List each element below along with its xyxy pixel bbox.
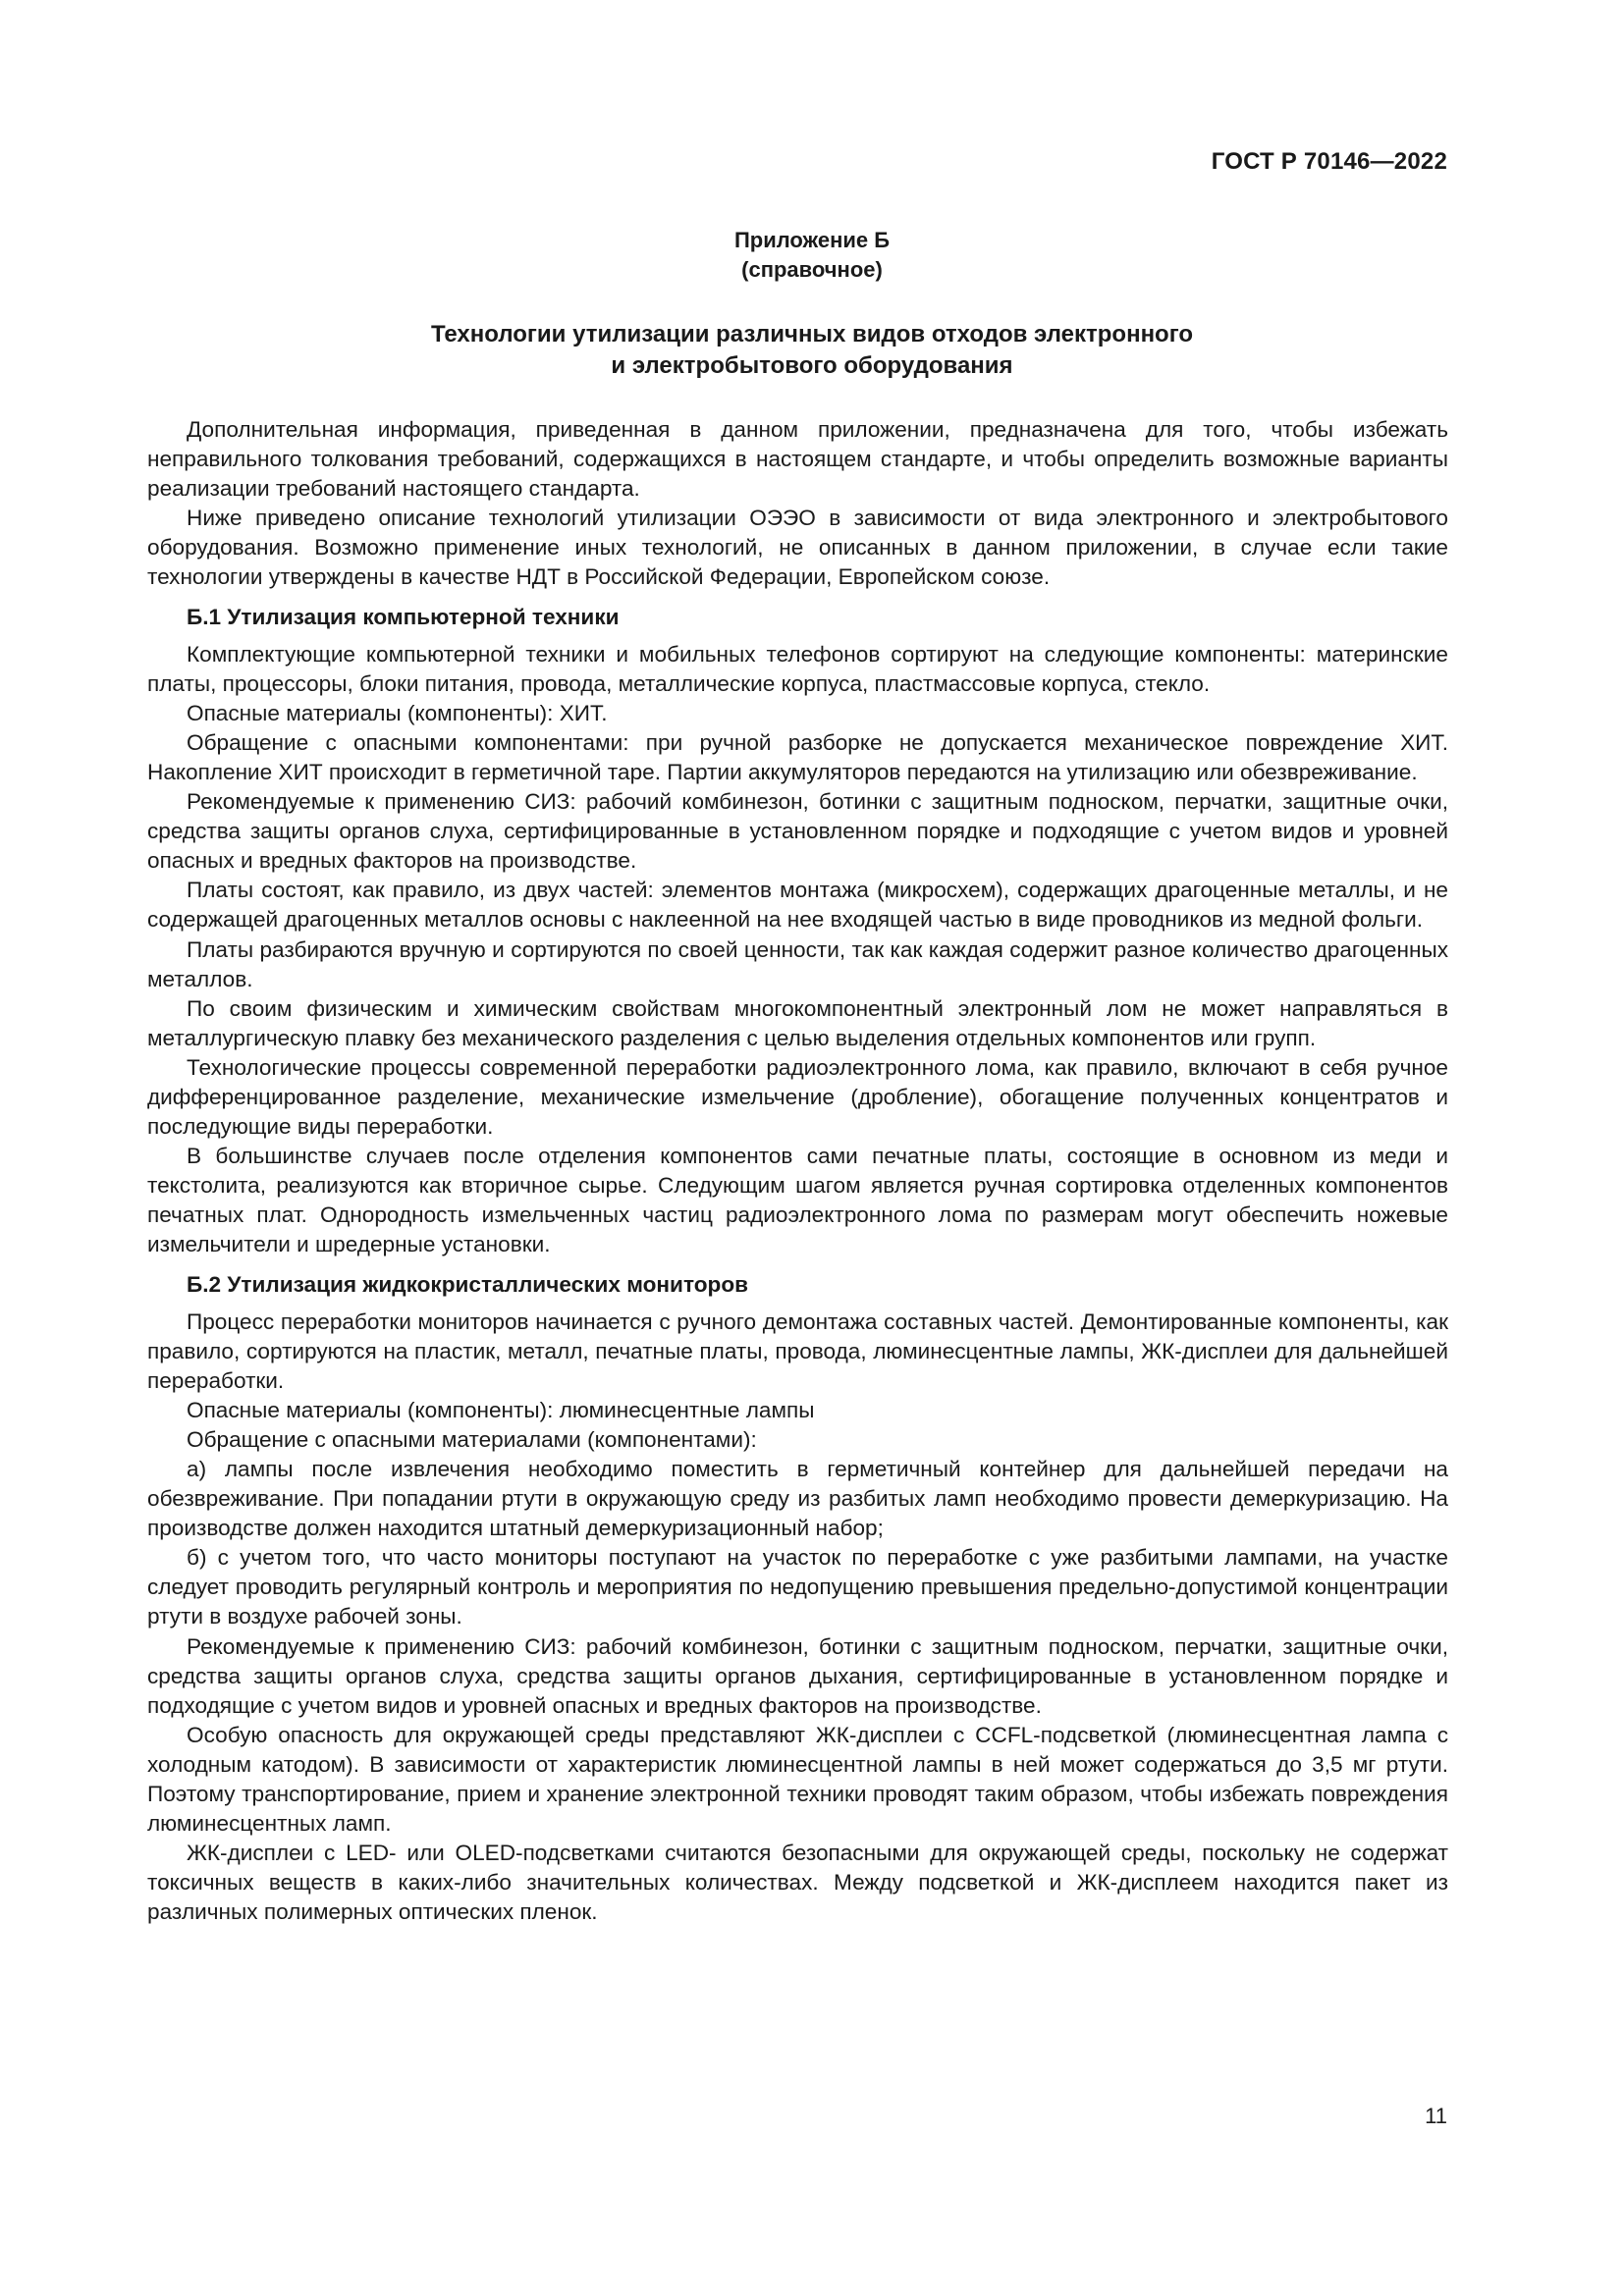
list-item: б) с учетом того, что часто мониторы поступают на участок по переработке с уже разбитыми лампами, на участке следует проводить регулярный контроль и мероприятия по недопущению превышения предельно-допустимой концентрации ртути в воздухе рабочей зоны. <box>147 1545 1448 1629</box>
section-paragraph: Платы разбираются вручную и сортируются по своей ценности, так как каждая содержит разное количество драгоценных металлов. <box>147 936 1448 991</box>
section-paragraph: Процесс переработки мониторов начинается с ручного демонтажа составных частей. Демонтированные компоненты, как правило, сортируются на пластик, металл, печатные платы, провода, люминесцентные лампы, ЖК-дисплеи для дальнейшей переработки. <box>147 1308 1448 1393</box>
section-paragraph: Комплектующие компьютерной техники и мобильных телефонов сортируют на следующие компоненты: материнские платы, процессоры, блоки питания, провода, металлические корпуса, пластмассовые корпуса, стекло. <box>147 641 1448 696</box>
appendix-title-line-1: Технологии утилизации различных видов отходов электронного <box>430 321 1194 347</box>
section-paragraph: Обращение с опасными компонентами: при ручной разборке не допускается механическое повреждение ХИТ. Накопление ХИТ происходит в герметичной таре. Партии аккумуляторов передаются на утилизацию или обезвреживание. <box>147 729 1448 784</box>
section-paragraph: Особую опасность для окружающей среды представляют ЖК-дисплеи с CCFL-подсветкой (люминесцентная лампа с холодным катодом). В зависимости от характеристик люминесцентной лампы в ней может содержаться до 3,5 мг ртути. Поэтому транспортирование, прием и хранение электронной техники проводят таким образом, чтобы избежать повреждения люминесцентных ламп. <box>147 1722 1448 1837</box>
intro-paragraph: Дополнительная информация, приведенная в данном приложении, предназначена для того, чтобы избежать неправильного толкования требований, содержащихся в настоящем стандарте, и чтобы определить возможные варианты реализации требований настоящего стандарта. <box>147 417 1448 502</box>
section-paragraph: Рекомендуемые к применению СИЗ: рабочий комбинезон, ботинки с защитным подноском, перчатки, защитные очки, средства защиты органов слуха, средства защиты органов дыхания, сертифицированные в установленном порядке и подходящие с учетом видов и уровней опасных и вредных факторов на производстве. <box>147 1633 1448 1718</box>
section-paragraph: Технологические процессы современной переработки радиоэлектронного лома, как правило, включают в себя ручное дифференцированное разделение, механические измельчение (дробление), обогащение полученных концентратов и последующие виды переработки. <box>147 1054 1448 1140</box>
section-paragraph: Опасные материалы (компоненты): люминесцентные лампы <box>187 1397 815 1422</box>
appendix-title <box>0 319 1624 382</box>
list-item: а) лампы после извлечения необходимо поместить в герметичный контейнер для дальнейшей передачи на обезвреживание. При попадании ртути в окружающую среду из разбитых ламп необходимо провести демеркуризацию. На производстве должен находится штатный демеркуризационный набор; <box>147 1457 1448 1541</box>
document-code: ГОСТ Р 70146—2022 <box>1211 148 1447 175</box>
section-heading-b1: Б.1 Утилизация компьютерной техники <box>187 604 620 629</box>
intro-paragraph: Ниже приведено описание технологий утилизации ОЭЭО в зависимости от вида электронного и электробытового оборудования. Возможно применение иных технологий, не описанных в данном приложении, в случае если такие технологии утверждены в качестве НДТ в Российской Федерации, Европейском союзе. <box>147 506 1448 590</box>
section-paragraph: В большинстве случаев после отделения компонентов сами печатные платы, состоящие в основном из меди и текстолита, реализуются как вторичное сырье. Следующим шагом является ручная сортировка отделенных компонентов печатных плат. Однородность измельченных частиц радиоэлектронного лома по размерам могут обеспечить ножевые измельчители и шредерные установки. <box>147 1144 1448 1257</box>
appendix-label: Приложение Б <box>733 228 891 252</box>
appendix-label-block <box>0 226 1624 285</box>
section-paragraph: Опасные материалы (компоненты): ХИТ. <box>187 700 608 725</box>
section-paragraph: ЖК-дисплеи с LED- или OLED-подсветками считаются безопасными для окружающей среды, поскольку не содержат токсичных веществ в каких-либо значительных количествах. Между подсветкой и ЖК-дисплеем находится пакет из различных полимерных оптических пленок. <box>147 1841 1448 1925</box>
section-paragraph: Обращение с опасными материалами (компонентами): <box>187 1426 757 1452</box>
section-paragraph: Рекомендуемые к применению СИЗ: рабочий комбинезон, ботинки с защитным подноском, перчатки, защитные очки, средства защиты органов слуха, сертифицированные в установленном порядке и подходящие с учетом видов и уровней опасных и вредных факторов на производстве. <box>147 789 1448 874</box>
appendix-kind: (справочное) <box>741 257 883 282</box>
section-heading-b2: Б.2 Утилизация жидкокристаллических мониторов <box>187 1271 749 1297</box>
appendix-title-line-2: и электробытового оборудования <box>611 352 1013 379</box>
page-number: 11 <box>1425 2104 1447 2128</box>
section-paragraph: По своим физическим и химическим свойствам многокомпонентный электронный лом не может направляться в металлургическую плавку без механического разделения с целью выделения отдельных компонентов или групп. <box>147 995 1448 1050</box>
document-body <box>147 415 1448 1928</box>
section-paragraph: Платы состоят, как правило, из двух частей: элементов монтажа (микросхем), содержащих драгоценные металлы, и не содержащей драгоценных металлов основы с наклеенной на нее входящей частью в виде проводников из медной фольги. <box>147 878 1448 933</box>
